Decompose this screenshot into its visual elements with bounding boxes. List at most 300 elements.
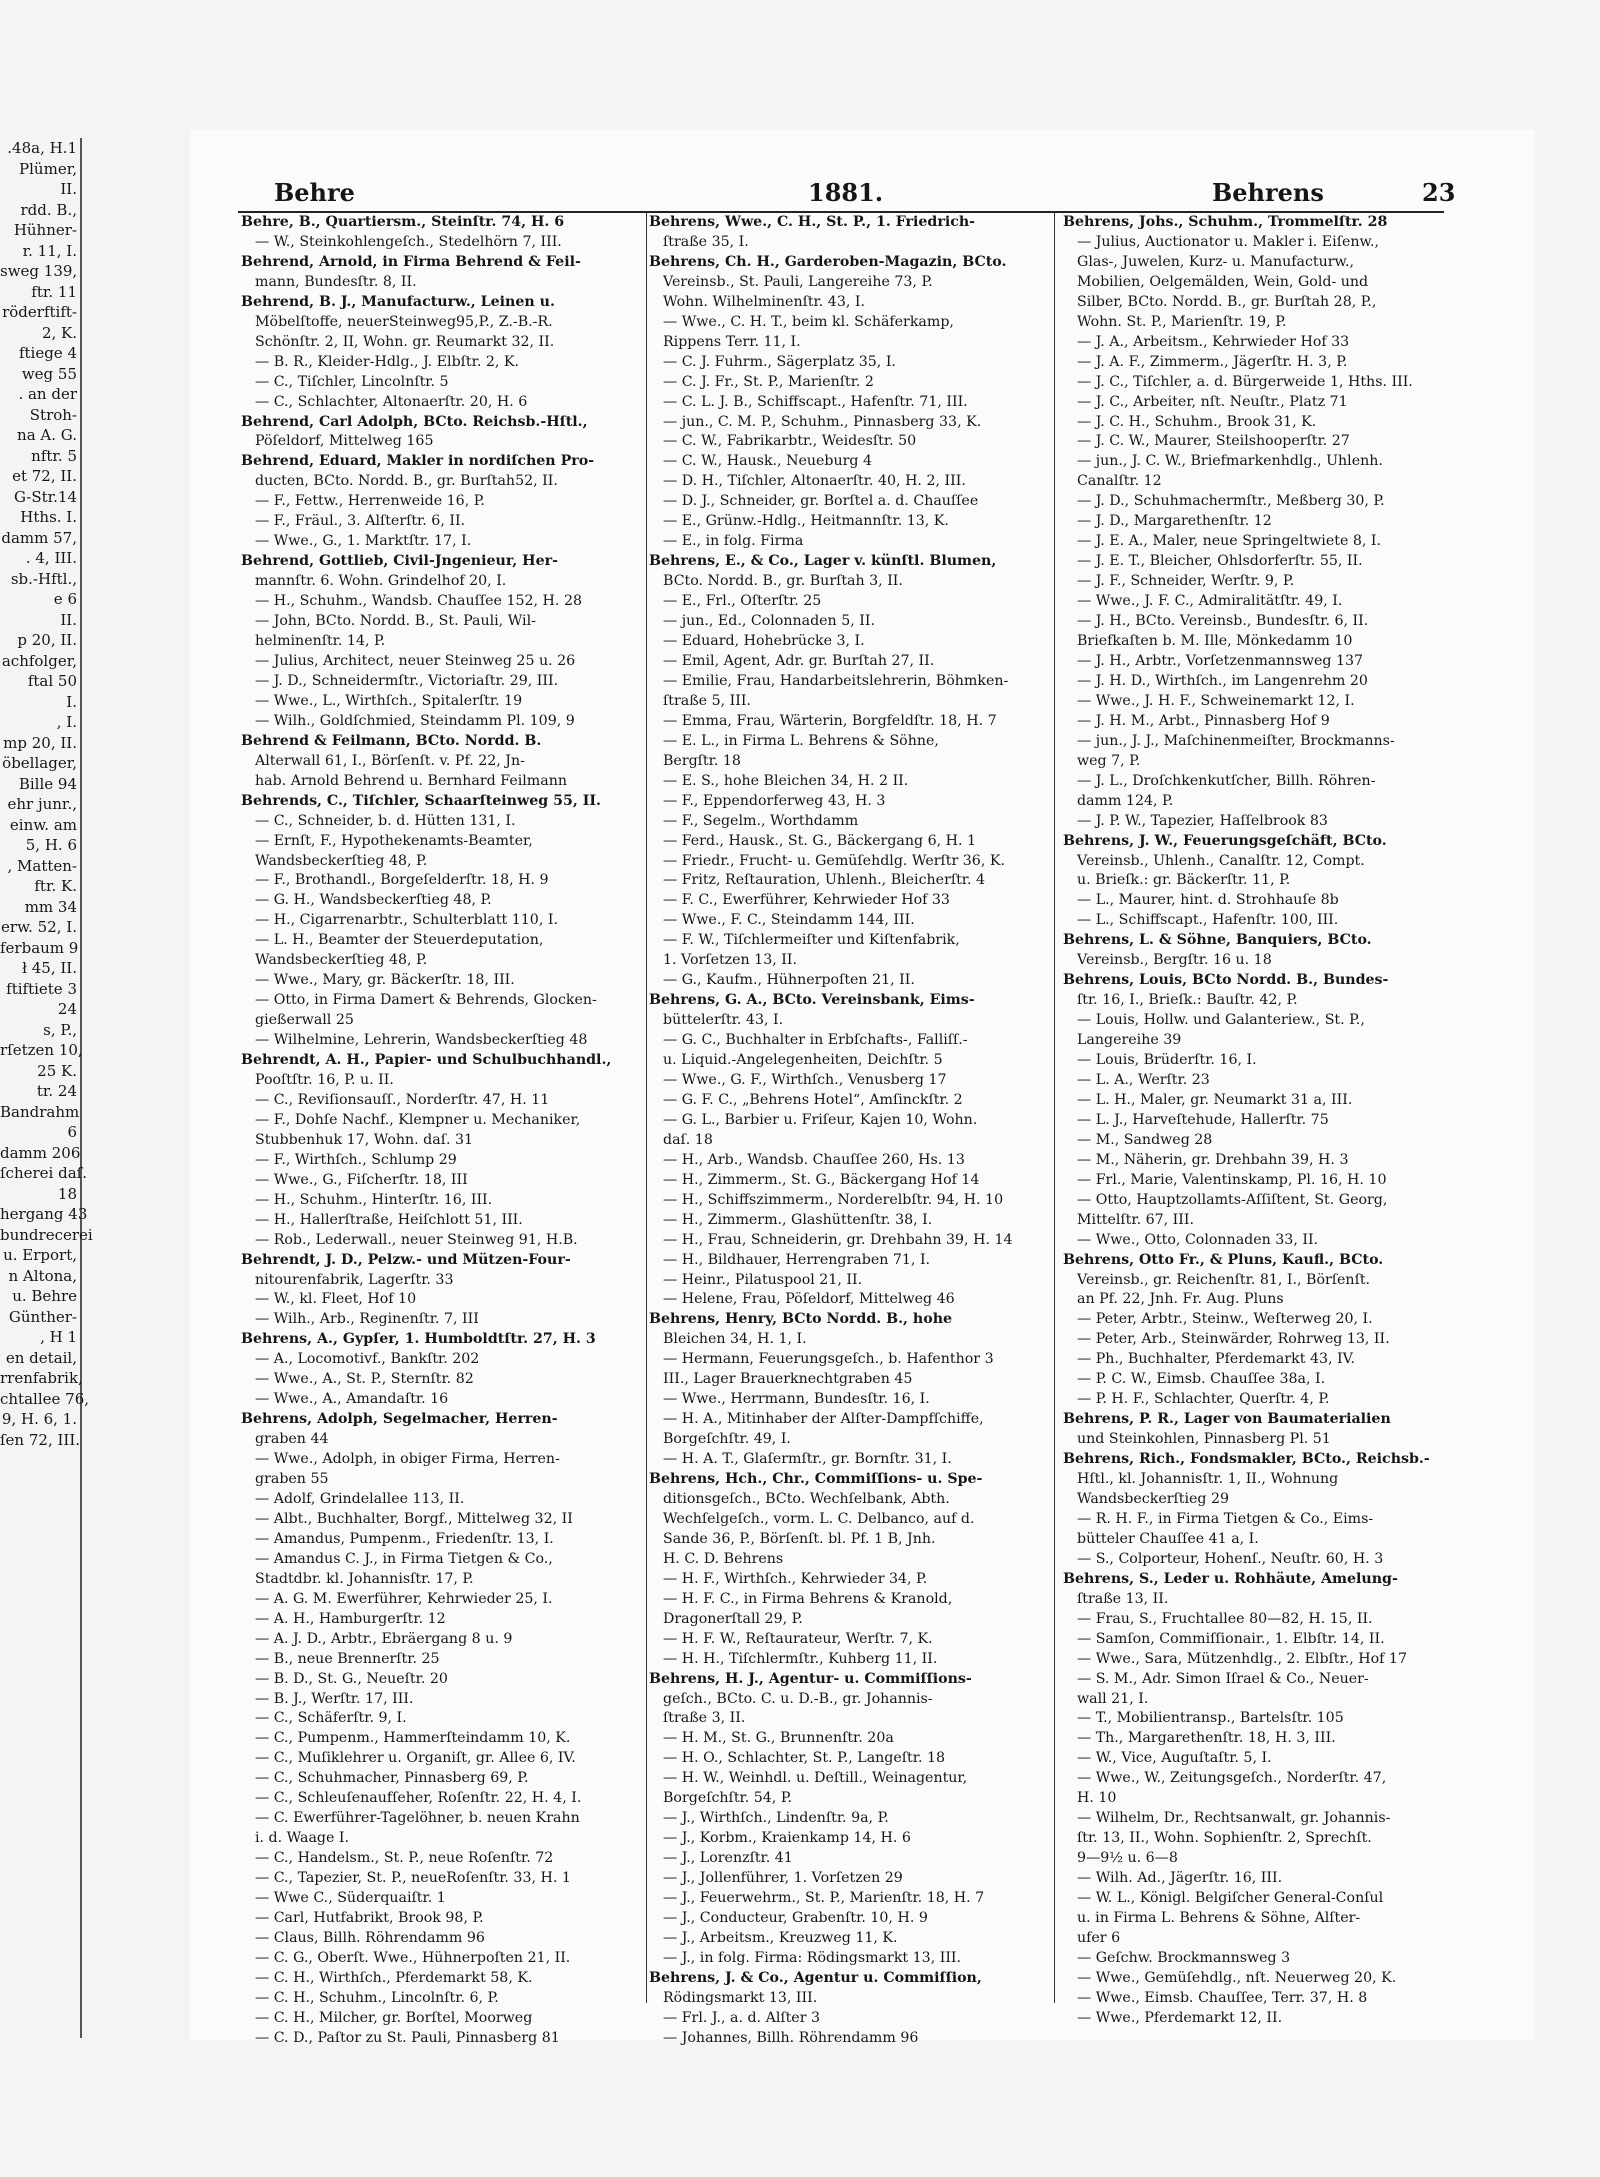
directory-entry-line: — Rob., Lederwall., neuer Steinweg 91, H.B.	[255, 1231, 578, 1248]
directory-entry-line: — Wwe., Sara, Mützenhdlg., 2. Elbſtr., Hof 17	[1077, 1650, 1407, 1667]
directory-entry-line: — E. L., in Firma L. Behrens & Söhne,	[663, 732, 939, 749]
directory-entry-line: — Wwe., J. H. F., Schweinemarkt 12, I.	[1077, 692, 1355, 709]
directory-entry-heading: Behrend, B. J., Manufacturw., Leinen u.	[241, 293, 555, 310]
directory-entry-line: — C., Tiſchler, Lincolnſtr. 5	[255, 373, 449, 390]
directory-entry-line: u. Liquid.-Angelegenheiten, Deichſtr. 5	[663, 1052, 943, 1069]
left-page-fragment: rdd. B.,	[20, 200, 77, 219]
directory-entry-line: — J. D., Margarethenſtr. 12	[1077, 513, 1272, 530]
directory-entry-line: — Wwe., F. C., Steindamm 144, III.	[663, 912, 915, 929]
directory-entry-line: — J. P. W., Tapezier, Haſſelbrook 83	[1077, 812, 1328, 829]
directory-entry-line: — W. L., Königl. Belgiſcher General-Conſul	[1077, 1890, 1384, 1907]
directory-entry-line: — W., Vice, Auguſtaſtr. 5, I.	[1077, 1750, 1272, 1767]
directory-entry-line: — C. D., Paſtor zu St. Pauli, Pinnasberg 81	[255, 2029, 560, 2046]
left-page-fragment: Günther-	[8, 1307, 77, 1326]
directory-entry-line: wall 21, I.	[1077, 1690, 1149, 1707]
left-page-fragment: 18	[57, 1184, 77, 1203]
directory-entry-line: — Otto, Hauptzollamts-Aſſiſtent, St. Georg,	[1077, 1191, 1388, 1208]
directory-entry-line: — jun., J. J., Maſchinenmeiſter, Brockmanns-	[1077, 732, 1395, 749]
directory-entry-line: — C. G., Oberſt. Wwe., Hühnerpoſten 21, II.	[255, 1949, 571, 1966]
directory-entry-line: Silber, BCto. Nordd. B., gr. Burſtah 28, P.,	[1077, 293, 1377, 310]
directory-entry-line: — Wwe C., Süderquaiſtr. 1	[255, 1890, 446, 1907]
directory-entry-line: u. Brieſk.: gr. Bäckerſtr. 11, P.	[1077, 872, 1291, 889]
directory-entry-line: H. 10	[1077, 1790, 1117, 1807]
directory-entry-line: — C. Ewerführer-Tagelöhner, b. neuen Krahn	[255, 1810, 580, 1827]
directory-entry-line: Borgeſchſtr. 49, I.	[663, 1431, 791, 1448]
left-page-fragment: na A. G.	[17, 426, 77, 444]
directory-entry-line: — Wwe., C. H. T., beim kl. Schäferkamp,	[663, 313, 954, 330]
directory-entry-line: Vereinsb., gr. Reichenſtr. 81, I., Börſenſt.	[1077, 1271, 1371, 1288]
directory-entry-line: — C., Handelsm., St. P., neue Roſenſtr. 72	[255, 1850, 554, 1867]
directory-entry-line: — A. H., Hamburgerſtr. 12	[255, 1610, 446, 1627]
directory-entry-line: — M., Näherin, gr. Drehbahn 39, H. 3	[1077, 1151, 1349, 1168]
left-page-fragment: rſetzen 10,	[0, 1041, 83, 1059]
directory-entry-line: — Julius, Architect, neuer Steinweg 25 u. 26	[255, 652, 576, 669]
directory-entry-line: ſtraße 5, III.	[663, 692, 751, 709]
directory-entry-line: — C., Pumpenm., Hammerſteindamm 10, K.	[255, 1730, 571, 1747]
directory-entry-line: — Wwe., Pferdemarkt 12, II.	[1077, 2009, 1283, 2026]
directory-entry-line: ditionsgeſch., BCto. Wechſelbank, Abth.	[663, 1491, 950, 1507]
directory-entry-line: weg 7, P.	[1077, 752, 1141, 769]
left-page-fragment: ehr junr.,	[7, 795, 77, 813]
left-page-fragment: Bandrahm	[0, 1102, 80, 1121]
directory-entry-line: — C., Tapezier, St. P., neueRoſenſtr. 33, H. 1	[255, 1870, 571, 1887]
directory-entry-line: — Wilh. Ad., Jägerſtr. 16, III.	[1077, 1870, 1283, 1887]
directory-entry-heading: Behrens, Johs., Schuhm., Trommelſtr. 28	[1063, 214, 1388, 230]
directory-entry-line: — Fritz, Reſtauration, Uhlenh., Bleicherſtr. 4	[663, 872, 986, 889]
left-page-fragment: 25 K.	[37, 1061, 77, 1080]
left-page-fragment: en detail,	[5, 1348, 77, 1367]
directory-entry-line: Mobilien, Oelgemälden, Wein, Gold- und	[1077, 273, 1369, 290]
directory-entry-line: — C. J. Fuhrm., Sägerplatz 35, I.	[663, 353, 896, 370]
directory-entry-heading: Behrendt, J. D., Pelzw.- und Mützen-Four-	[241, 1251, 571, 1268]
directory-entry-line: — Ernſt, F., Hypothekenamts-Beamter,	[255, 832, 533, 849]
directory-entry-line: Pooſtſtr. 16, P. u. II.	[255, 1071, 394, 1088]
directory-entry-line: — Frl. J., a. d. Alſter 3	[663, 2009, 821, 2026]
directory-entry-line: — Hermann, Feuerungsgeſch., b. Hafenthor 3	[663, 1351, 994, 1368]
directory-entry-line: — B. D., St. G., Neueſtr. 20	[255, 1670, 448, 1687]
directory-column-1	[241, 213, 647, 2046]
directory-entry-line: H. C. D. Behrens	[663, 1550, 784, 1567]
directory-entry-line: — Wwe., J. F. C., Admiralitätſtr. 49, I.	[1077, 593, 1343, 610]
directory-entry-line: — C. H., Wirthſch., Pferdemarkt 58, K.	[255, 1969, 533, 1986]
left-page-fragment: , I.	[56, 713, 77, 731]
directory-entry-line: — J., Lorenzſtr. 41	[663, 1850, 793, 1867]
directory-entry-line: — J. H., Arbtr., Vorſetzenmannsweg 137	[1077, 652, 1364, 669]
directory-entry-line: büttelerſtr. 43, I.	[663, 1012, 784, 1029]
directory-entry-line: — Amandus C. J., in Firma Tietgen & Co.,	[255, 1550, 553, 1567]
left-page-fragment: G-Str.14	[13, 487, 77, 506]
directory-entry-line: — H. H., Tiſchlermſtr., Kuhberg 11, II.	[663, 1650, 938, 1667]
directory-entry-line: — C., Muſiklehrer u. Organiſt, gr. Allee 6, IV.	[255, 1750, 576, 1767]
directory-entry-line: — F., Fräul., 3. Alſterſtr. 6, II.	[255, 513, 466, 530]
left-page-fragment: u. Erport,	[3, 1246, 77, 1264]
directory-entry-line: — H., Schiffszimmerm., Norderelbſtr. 94, H. 10	[663, 1191, 1004, 1208]
left-page-fragment: ftiftiete 3	[6, 979, 77, 998]
directory-entry-line: — J. D., Schuhmachermſtr., Meßberg 30, P.	[1077, 493, 1385, 510]
left-page-fragment: n Altona,	[8, 1266, 77, 1285]
directory-entry-line: — H., Cigarrenarbtr., Schulterblatt 110, I.	[255, 912, 558, 929]
directory-entry-heading: Behrend, Eduard, Makler in nordiſchen Pro-	[241, 453, 595, 470]
directory-entry-heading: Behrens, G. A., BCto. Vereinsbank, Eims-	[649, 992, 975, 1009]
left-page-fragment: nftr. 5	[31, 446, 77, 465]
directory-entry-line: u. in Firma L. Behrens & Söhne, Alſter-	[1077, 1910, 1361, 1927]
directory-entry-line: — jun., Ed., Colonnaden 5, II.	[663, 613, 875, 630]
directory-entry-line: — T., Mobilientransp., Bartelsſtr. 105	[1077, 1710, 1344, 1727]
directory-entry-line: — C., Schäferſtr. 9, I.	[255, 1710, 407, 1727]
directory-entry-heading: Behrens, Louis, BCto Nordd. B., Bundes-	[1063, 972, 1389, 989]
directory-entry-line: — Samſon, Commiſſionair., 1. Elbſtr. 14, II.	[1077, 1630, 1385, 1647]
directory-entry-line: ſtr. 16, I., Brieſk.: Bauſtr. 42, P.	[1077, 992, 1298, 1009]
left-page-fragment: Bille 94	[18, 774, 77, 793]
directory-entry-line: — Wwe., Herrmann, Bundesſtr. 16, I.	[663, 1391, 930, 1408]
directory-entry-line: — J. C., Tiſchler, a. d. Bürgerweide 1, Hths. III.	[1077, 373, 1413, 390]
directory-entry-line: und Steinkohlen, Pinnasberg Pl. 51	[1077, 1431, 1331, 1448]
left-page-fragment: II.	[60, 610, 77, 629]
left-page-fragment: röderftift-	[2, 303, 77, 321]
left-page-fragment: 24	[57, 1000, 77, 1018]
directory-entry-heading: Behrend, Arnold, in Firma Behrend & Feil-	[241, 253, 581, 270]
directory-entry-line: — E., Frl., Oſterſtr. 25	[663, 593, 822, 610]
directory-entry-line: — J. E. T., Bleicher, Ohlsdorferſtr. 55, II.	[1077, 553, 1363, 570]
directory-entry-line: — L., Maurer, hint. d. Strohhauſe 8b	[1077, 892, 1339, 909]
directory-entry-line: daſ. 18	[663, 1131, 713, 1148]
directory-entry-line: — H., Schuhm., Hinterſtr. 16, III.	[255, 1191, 493, 1208]
directory-entry-line: — C. L. J. B., Schiffscapt., Hafenſtr. 71, III.	[663, 393, 968, 410]
directory-entry-line: — C. H., Milcher, gr. Borſtel, Moorweg	[255, 2009, 533, 2026]
directory-entry-line: — John, BCto. Nordd. B., St. Pauli, Wil-	[255, 613, 536, 630]
left-page-fragment: achfolger,	[1, 651, 77, 670]
directory-entry-line: Canalſtr. 12	[1077, 473, 1162, 490]
directory-entry-line: helminenſtr. 14, P.	[255, 633, 386, 650]
directory-entry-line: — L. H., Beamter der Steuerdeputation,	[255, 932, 544, 949]
directory-entry-line: Mittelſtr. 67, III.	[1077, 1211, 1194, 1228]
directory-entry-line: — Wilh., Goldſchmied, Steindamm Pl. 109, 9	[255, 712, 575, 729]
directory-entry-line: Wohn. St. P., Marienſtr. 19, P.	[1077, 313, 1287, 330]
directory-entry-heading: Behrens, P. R., Lager von Baumaterialien	[1063, 1411, 1391, 1428]
directory-entry-line: — H., Schuhm., Wandsb. Chauſſee 152, H. 28	[255, 593, 583, 610]
directory-entry-line: ſtraße 35, I.	[663, 233, 749, 250]
directory-entry-line: graben 44	[255, 1431, 329, 1448]
directory-entry-line: — H. M., St. G., Brunnenſtr. 20a	[663, 1730, 894, 1747]
directory-entry-line: — Louis, Brüderſtr. 16, I.	[1077, 1052, 1257, 1069]
directory-entry-line: Vereinsb., Bergſtr. 16 u. 18	[1077, 952, 1272, 969]
left-page-fragment: einw. am	[9, 815, 77, 834]
directory-entry-line: 1. Vorſetzen 13, II.	[663, 952, 797, 969]
directory-entry-line: — Wwe., Mary, gr. Bäckerſtr. 18, III.	[255, 972, 515, 989]
directory-entry-line: ufer 6	[1077, 1929, 1121, 1946]
left-page-fragment: . 4, III.	[25, 549, 77, 567]
directory-entry-line: — Wwe., A., Amandaſtr. 16	[255, 1391, 449, 1408]
directory-entry-line: Langereihe 39	[1077, 1032, 1182, 1049]
directory-entry-heading: Behrens, L. & Söhne, Banquiers, BCto.	[1063, 932, 1372, 949]
left-page-fragment: tr. 24	[36, 1082, 77, 1100]
directory-entry-heading: Behrens, A., Gypſer, 1. Humboldtſtr. 27, H. 3	[241, 1331, 596, 1348]
directory-entry-heading: Behrens, J. & Co., Agentur u. Commiſſion,	[649, 1969, 982, 1986]
left-page-fragment: ftal 50	[27, 672, 77, 690]
header-left-keyword: Behre	[274, 178, 355, 207]
directory-entry-line: — P. H. F., Schlachter, Querſtr. 4, P.	[1077, 1391, 1330, 1408]
directory-entry-line: — H., Zimmerm., St. G., Bäckergang Hof 14	[663, 1171, 980, 1188]
directory-entry-line: III., Lager Brauerknechtgraben 45	[663, 1371, 913, 1388]
directory-entry-line: — D. J., Schneider, gr. Borſtel a. d. Chauſſee	[663, 493, 979, 510]
directory-entry-heading: Behrens, Otto Fr., & Pluns, Kaufl., BCto.	[1063, 1251, 1384, 1268]
directory-entry-line: — F., Dohſe Nachf., Klempner u. Mechaniker,	[255, 1111, 581, 1128]
directory-entry-heading: Behrend, Carl Adolph, BCto. Reichsb.-Hſtl.,	[241, 413, 588, 430]
directory-entry-line: — C. H., Schuhm., Lincolnſtr. 6, P.	[255, 1989, 499, 2006]
directory-entry-line: — P. C. W., Eimsb. Chauſſee 38a, I.	[1077, 1371, 1326, 1388]
directory-entry-line: — H., Bildhauer, Herrengraben 71, I.	[663, 1251, 931, 1268]
directory-entry-line: — F., Fettw., Herrenweide 16, P.	[255, 493, 485, 510]
directory-entry-line: — Wilh., Arb., Reginenſtr. 7, III	[255, 1311, 479, 1328]
left-page-fragment: hergang 43	[0, 1205, 88, 1223]
directory-entry-line: Vereinsb., Uhlenh., Canalſtr. 12, Compt.	[1077, 852, 1365, 869]
directory-entry-line: — B., neue Brennerſtr. 25	[255, 1650, 440, 1667]
directory-entry-line: Hſtl., kl. Johannisſtr. 1, II., Wohnung	[1077, 1471, 1339, 1488]
directory-entry-line: — J., Conducteur, Grabenſtr. 10, H. 9	[663, 1910, 928, 1927]
left-page-fragment: I.	[66, 692, 77, 711]
directory-entry-line: — Heinr., Pilatuspool 21, II.	[663, 1271, 863, 1288]
directory-entry-line: — J. E. A., Maler, neue Springeltwiete 8, I.	[1077, 533, 1382, 550]
directory-entry-line: graben 55	[255, 1471, 329, 1488]
directory-entry-line: — Eduard, Hohebrücke 3, I.	[663, 633, 865, 650]
directory-entry-line: — M., Sandweg 28	[1077, 1131, 1213, 1148]
directory-entry-line: — L., Schiffscapt., Hafenſtr. 100, III.	[1077, 912, 1339, 929]
directory-entry-heading: Behre, B., Quartiersm., Steinſtr. 74, H. 6	[241, 214, 565, 230]
directory-entry-line: — H. A. T., Glaſermſtr., gr. Bornſtr. 31, I.	[663, 1451, 952, 1468]
directory-entry-line: — J., in folg. Firma: Rödingsmarkt 13, III.	[663, 1949, 962, 1966]
directory-entry-line: — jun., J. C. W., Briefmarkenhdlg., Uhlenh.	[1077, 453, 1383, 470]
directory-entry-line: Vereinsb., St. Pauli, Langereihe 73, P.	[663, 273, 933, 290]
directory-column-3	[1063, 213, 1458, 2026]
directory-entry-line: — E. S., hohe Bleichen 34, H. 2 II.	[663, 772, 909, 789]
directory-entry-heading: Behrendt, A. H., Papier- und Schulbuchhandl.,	[241, 1052, 612, 1069]
left-page-fragment: 5, H. 6	[25, 836, 77, 854]
directory-entry-line: — F., Eppendorferweg 43, H. 3	[663, 792, 886, 809]
directory-entry-line: — J., Jollenführer, 1. Vorſetzen 29	[663, 1870, 903, 1887]
directory-entry-line: — Ph., Buchhalter, Pferdemarkt 43, IV.	[1077, 1351, 1355, 1368]
directory-entry-line: — Carl, Hutfabrikt, Brook 98, P.	[255, 1910, 484, 1927]
directory-entry-line: — B. J., Werſtr. 17, III.	[255, 1690, 414, 1707]
directory-entry-line: Pöſeldorf, Mittelweg 165	[255, 433, 434, 450]
directory-entry-line: bütteler Chauſſee 41 a, I.	[1077, 1530, 1259, 1547]
left-page-fragment: et 72, II.	[12, 467, 77, 485]
directory-entry-line: ſtr. 13, II., Wohn. Sophienſtr. 2, Sprechſt.	[1077, 1830, 1372, 1847]
directory-entry-line: Alterwall 61, I., Börſenſt. v. Pf. 22, Jn-	[255, 752, 525, 769]
directory-entry-line: Dragonerſtall 29, P.	[663, 1610, 803, 1627]
directory-entry-line: Bleichen 34, H. 1, I.	[663, 1331, 807, 1348]
directory-entry-line: — C. W., Hausk., Neueburg 4	[663, 453, 873, 470]
directory-entry-line: — G. L., Barbier u. Friſeur, Kajen 10, Wohn.	[663, 1111, 978, 1128]
directory-entry-line: — J., Wirthſch., Lindenſtr. 9a, P.	[663, 1810, 889, 1827]
directory-entry-line: Rödingsmarkt 13, III.	[663, 1989, 818, 2006]
directory-entry-line: Wandsbeckerſtieg 29	[1077, 1491, 1230, 1507]
directory-entry-line: — J. H. D., Wirthſch., im Langenrehm 20	[1077, 672, 1368, 689]
left-page-fragment: rrenfabrik,	[0, 1369, 83, 1387]
directory-entry-line: — J. A. F., Zimmerm., Jägerſtr. H. 3, P.	[1077, 353, 1348, 370]
left-page-fragment: sb.-Hftl.,	[10, 569, 77, 588]
page-number: 23	[1422, 178, 1456, 207]
directory-entry-line: — S. M., Adr. Simon Iſrael & Co., Neuer-	[1077, 1670, 1369, 1687]
directory-entry-line: — H. O., Schlachter, St. P., Langeſtr. 18	[663, 1750, 946, 1767]
directory-entry-line: Borgeſchſtr. 54, P.	[663, 1790, 793, 1807]
left-page-fragment: ſen 72, III.	[0, 1430, 81, 1449]
left-page-fragment: ł 45, II.	[22, 959, 77, 977]
directory-entry-line: — F., Brothandl., Borgeſelderſtr. 18, H. 9	[255, 872, 549, 889]
directory-entry-line: — A. G. M. Ewerführer, Kehrwieder 25, I.	[255, 1590, 553, 1607]
directory-entry-line: — Albt., Buchhalter, Borgf., Mittelweg 32, II	[255, 1510, 573, 1527]
directory-entry-heading: Behrens, Rich., Fondsmakler, BCto., Reichsb.-	[1063, 1451, 1430, 1468]
directory-entry-line: — H. A., Mitinhaber der Alſter-Dampfſchiffe,	[663, 1411, 984, 1428]
directory-entry-line: Wandsbeckerſtieg 48, P.	[255, 852, 428, 869]
directory-entry-heading: Behrens, Ch. H., Garderoben-Magazin, BCto.	[649, 253, 1007, 270]
left-page-fragment: s, P.,	[43, 1020, 77, 1039]
directory-entry-line: — B. R., Kleider-Hdlg., J. Elbſtr. 2, K.	[255, 353, 520, 370]
directory-entry-line: — H., Arb., Wandsb. Chauſſee 260, Hs. 13	[663, 1151, 965, 1168]
directory-entry-line: — Emil, Agent, Adr. gr. Burſtah 27, II.	[663, 652, 935, 669]
left-page-fragment: ftr. 11	[31, 282, 77, 301]
left-page-fragment: p 20, II.	[17, 631, 77, 649]
directory-entry-line: nitourenfabrik, Lagerſtr. 33	[255, 1271, 454, 1288]
directory-entry-line: — H., Hallerſtraße, Heiſchlott 51, III.	[255, 1211, 523, 1228]
directory-entry-line: hab. Arnold Behrend u. Bernhard Feilmann	[255, 772, 567, 789]
left-page-fragment: 6	[67, 1123, 77, 1141]
directory-entry-line: — Frau, S., Fruchtallee 80—82, H. 15, II.	[1077, 1610, 1373, 1627]
directory-entry-line: Stubbenhuk 17, Wohn. daſ. 31	[255, 1131, 474, 1148]
directory-entry-line: Briefkaſten b. M. Ille, Mönkedamm 10	[1077, 633, 1353, 650]
directory-entry-line: — J. L., Droſchkenkutſcher, Billh. Röhren-	[1077, 772, 1376, 789]
directory-entry-line: — Geſchw. Brockmannsweg 3	[1077, 1949, 1291, 1966]
directory-entry-line: — Amandus, Pumpenm., Friedenſtr. 13, I.	[255, 1530, 554, 1547]
left-page-fragment: ftiege 4	[18, 344, 77, 362]
directory-entry-line: — H. F. W., Reſtaurateur, Werſtr. 7, K.	[663, 1630, 933, 1647]
left-page-fragment: Plümer,	[19, 159, 77, 178]
directory-entry-line: — Wwe., Otto, Colonnaden 33, II.	[1077, 1231, 1319, 1248]
left-page-fragment: Stroh-	[29, 405, 77, 424]
directory-entry-line: — C., Schlachter, Altonaerſtr. 20, H. 6	[255, 393, 528, 410]
directory-entry-line: Wandsbeckerſtieg 48, P.	[255, 952, 428, 969]
left-page-fragment: weg 55	[21, 364, 77, 383]
directory-entry-line: gießerwall 25	[255, 1012, 354, 1029]
directory-entry-line: ducten, BCto. Nordd. B., gr. Burſtah52, II.	[255, 473, 558, 490]
directory-entry-line: — Peter, Arbtr., Steinw., Weſterweg 20, I.	[1077, 1311, 1373, 1328]
directory-entry-line: — Wwe., Eimsb. Chauſſee, Terr. 37, H. 8	[1077, 1989, 1368, 2006]
directory-entry-line: mannſtr. 6. Wohn. Grindelhof 20, I.	[255, 573, 507, 590]
directory-entry-line: — Wwe., W., Zeitungsgeſch., Norderſtr. 47,	[1077, 1770, 1387, 1787]
left-page-fragment: Hühner-	[13, 221, 77, 239]
directory-entry-heading: Behrends, C., Tiſchler, Schaarſteinweg 55, II.	[241, 792, 601, 809]
directory-entry-line: — J. H. M., Arbt., Pinnasberg Hof 9	[1077, 712, 1330, 729]
left-page-fragment: chtallee 76,	[0, 1389, 90, 1408]
directory-entry-line: — J. F., Schneider, Werſtr. 9, P.	[1077, 573, 1295, 590]
directory-entry-line: mann, Bundesſtr. 8, II.	[255, 273, 417, 290]
directory-entry-line: — Emma, Frau, Wärterin, Borgfeldſtr. 18, H. 7	[663, 712, 997, 729]
directory-entry-heading: Behrens, H. J., Agentur- u. Commiſſions-	[649, 1670, 972, 1687]
directory-entry-line: Wohn. Wilhelminenſtr. 43, I.	[663, 293, 865, 310]
directory-entry-line: Glas-, Juwelen, Kurz- u. Manufacturw.,	[1077, 253, 1355, 270]
directory-entry-line: — C., Schuhmacher, Pinnasberg 69, P.	[255, 1770, 529, 1787]
left-page-fragment: Hths. I.	[20, 508, 77, 526]
directory-entry-line: — Wwe., Adolph, in obiger Firma, Herren-	[255, 1451, 560, 1468]
directory-entry-line: — Wwe., A., St. P., Sternſtr. 82	[255, 1371, 474, 1388]
directory-entry-line: — Peter, Arb., Steinwärder, Rohrweg 13, II.	[1077, 1331, 1390, 1348]
directory-entry-line: — Wilhelmine, Lehrerin, Wandsbeckerſtieg 48	[255, 1032, 588, 1049]
directory-entry-line: — Otto, in Firma Damert & Behrends, Glocken-	[255, 992, 597, 1009]
left-page-margin-fragments	[0, 138, 93, 2038]
directory-entry-line: — C. W., Fabrikarbtr., Weidesſtr. 50	[663, 433, 917, 450]
directory-entry-line: — Th., Margarethenſtr. 18, H. 3, III.	[1077, 1730, 1336, 1747]
left-page-fragment: u. Behre	[12, 1287, 77, 1305]
left-page-fragment: .48a, H.1	[7, 139, 77, 157]
directory-entry-heading: Behrens, Hch., Chr., Commiſſions- u. Spe-	[649, 1471, 983, 1488]
directory-entry-line: — H., Zimmerm., Glashüttenſtr. 38, I.	[663, 1211, 933, 1228]
directory-entry-line: — L. J., Harveſtehude, Hallerſtr. 75	[1077, 1111, 1329, 1128]
directory-entry-line: — E., in folg. Firma	[663, 533, 804, 550]
directory-entry-line: — C. J. Fr., St. P., Marienſtr. 2	[663, 373, 874, 390]
directory-entry-heading: Behrend, Gottlieb, Civil-Jngenieur, Her-	[241, 553, 558, 570]
directory-entry-line: — C., Schneider, b. d. Hütten 131, I.	[255, 812, 516, 829]
directory-entry-line: — H. F. C., in Firma Behrens & Kranold,	[663, 1590, 953, 1607]
directory-entry-line: — Ferd., Hausk., St. G., Bäckergang 6, H. 1	[663, 832, 977, 849]
directory-entry-line: — J., Feuerwehrm., St. P., Marienſtr. 18, H. 7	[663, 1890, 985, 1907]
directory-entry-line: — J. C., Arbeiter, nſt. Neuſtr., Platz 71	[1077, 393, 1348, 410]
directory-entry-line: Stadtdbr. kl. Johannisſtr. 17, P.	[255, 1570, 474, 1587]
directory-entry-line: — Adolf, Grindelallee 113, II.	[255, 1491, 465, 1507]
directory-entry-line: — J. H., BCto. Vereinsb., Bundesſtr. 6, II.	[1077, 613, 1369, 630]
directory-entry-heading: Behrens, Henry, BCto Nordd. B., hohe	[649, 1311, 953, 1328]
directory-entry-line: — J. D., Schneidermſtr., Victoriaſtr. 29, III.	[255, 672, 559, 689]
directory-column-2	[649, 213, 1055, 2046]
directory-entry-line: Möbelſtoffe, neuerSteinweg95,P., Z.-B.-R.	[255, 313, 553, 330]
directory-entry-line: — Julius, Auctionator u. Makler i. Eiſenw.,	[1077, 233, 1379, 250]
directory-entry-line: — Emilie, Frau, Handarbeitslehrerin, Böhmken-	[663, 672, 1009, 689]
directory-entry-line: — Wwe., G. F., Wirthſch., Venusberg 17	[663, 1071, 947, 1088]
directory-entry-line: — jun., C. M. P., Schuhm., Pinnasberg 33, K.	[663, 413, 982, 430]
left-page-fragment: mm 34	[24, 897, 77, 916]
left-page-fragment: bundrecerei	[0, 1225, 93, 1244]
directory-entry-line: — Frl., Marie, Valentinskamp, Pl. 16, H. 10	[1077, 1171, 1387, 1188]
left-page-fragment: ftr. K.	[34, 877, 77, 895]
left-page-fragment: sweg 139,	[0, 262, 78, 280]
directory-entry-line: — Louis, Hollw. und Galanteriew., St. P.,	[1077, 1012, 1365, 1029]
left-page-fragment: r. 11, I.	[22, 241, 77, 260]
header-year: 1881.	[808, 178, 884, 207]
directory-entry-line: — F. W., Tiſchlermeiſter und Kiſtenfabrik,	[663, 932, 960, 949]
directory-entry-line: — E., Grünw.-Hdlg., Heitmannſtr. 13, K.	[663, 513, 949, 530]
left-page-fragment: , Matten-	[7, 856, 77, 875]
directory-entry-line: — F., Wirthſch., Schlump 29	[255, 1151, 457, 1168]
directory-entry-line: — J. C. H., Schuhm., Brook 31, K.	[1077, 413, 1317, 430]
directory-entry-line: — W., kl. Fleet, Hof 10	[255, 1291, 417, 1308]
directory-entry-line: an Pf. 22, Jnh. Fr. Aug. Pluns	[1077, 1291, 1284, 1308]
directory-entry-line: Schönſtr. 2, II, Wohn. gr. Reumarkt 32, II.	[255, 333, 555, 350]
left-page-fragment: öbellager,	[2, 754, 77, 772]
directory-entry-heading: Behrens, Wwe., C. H., St. P., 1. Friedrich-	[649, 214, 976, 230]
directory-entry-line: — Friedr., Frucht- u. Gemüſehdlg. Werſtr 36, K.	[663, 852, 1005, 869]
directory-entry-line: — Wwe., Gemüſehdlg., nſt. Neuerweg 20, K.	[1077, 1969, 1397, 1986]
directory-entry-line: — G. F. C., „Behrens Hotel“, Amſinckſtr. 2	[663, 1091, 963, 1108]
directory-entry-line: Wechſelgeſch., vorm. L. C. Delbanco, auf d.	[663, 1510, 975, 1527]
directory-entry-line: BCto. Nordd. B., gr. Burſtah 3, II.	[663, 573, 903, 590]
directory-entry-line: — Wwe., G., Fiſcherſtr. 18, III	[255, 1171, 468, 1188]
directory-entry-line: geſch., BCto. C. u. D.-B., gr. Johannis-	[663, 1690, 933, 1707]
left-page-fragment: damm 206	[0, 1143, 81, 1162]
directory-entry-heading: Behrens, Adolph, Segelmacher, Herren-	[241, 1411, 558, 1428]
left-page-fragment: damm 57,	[1, 528, 77, 547]
left-page-fragment: ferbaum 9	[0, 938, 79, 957]
directory-entry-line: Bergſtr. 18	[663, 752, 741, 769]
directory-entry-line: Rippens Terr. 11, I.	[663, 333, 801, 350]
directory-entry-line: — L. H., Maler, gr. Neumarkt 31 a, III.	[1077, 1091, 1353, 1108]
